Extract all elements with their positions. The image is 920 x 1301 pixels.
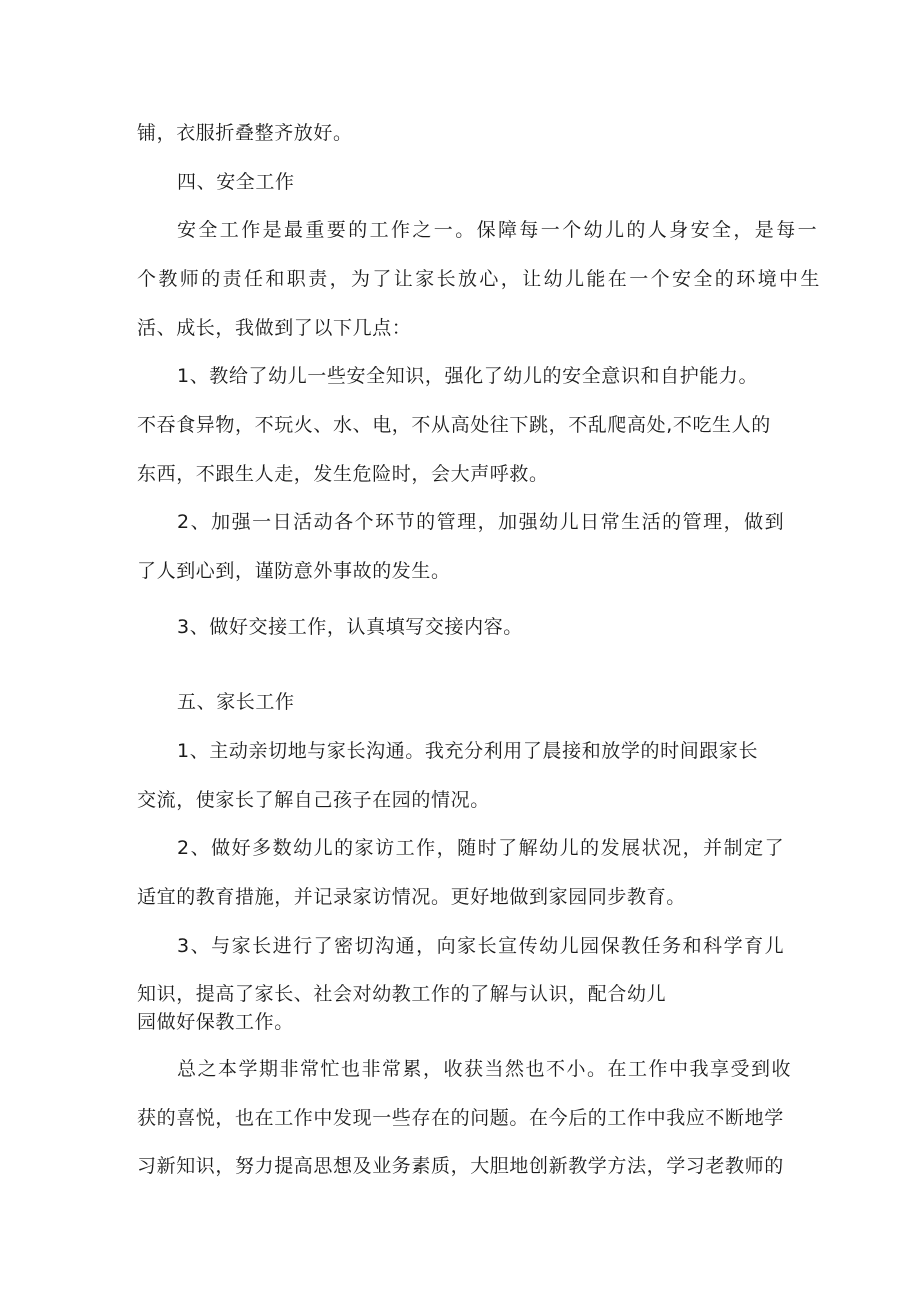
section-heading-safety: 四、安全工作 xyxy=(177,171,295,193)
paragraph-line: 知识，提高了家长、社会对幼教工作的了解与认识，配合幼儿 xyxy=(137,983,667,1005)
list-item-line: 1、教给了幼儿一些安全知识，强化了幼儿的安全意识和自护能力。 xyxy=(177,365,759,387)
paragraph-line: 了人到心到，谨防意外事故的发生。 xyxy=(137,560,451,582)
paragraph-line: 安全工作是最重要的工作之一。保障每一个幼儿的人身安全，是每一 xyxy=(177,219,820,241)
paragraph-line: 适宜的教育措施，并记录家访情况。更好地做到家园同步教育。 xyxy=(137,886,686,908)
paragraph-line: 铺，衣服折叠整齐放好。 xyxy=(137,122,353,144)
list-item-line: 2、加强一日活动各个环节的管理，加强幼儿日常生活的管理，做到 xyxy=(177,511,786,533)
paragraph-line: 不吞食异物，不玩火、水、电，不从高处往下跳，不乱爬高处,不吃生人的 xyxy=(137,414,771,436)
paragraph-line: 活、成长，我做到了以下几点： xyxy=(137,317,412,339)
paragraph-line: 个教师的责任和职责，为了让家长放心，让幼儿能在一个安全的环境中生 xyxy=(137,268,822,290)
list-item-line: 2、做好多数幼儿的家访工作，随时了解幼儿的发展状况，并制定了 xyxy=(177,837,786,859)
paragraph-line: 习新知识，努力提高思想及业务素质，大胆地创新教学方法，学习老教师的 xyxy=(137,1155,784,1177)
section-heading-parents: 五、家长工作 xyxy=(177,691,295,713)
paragraph-line: 园做好保教工作。 xyxy=(137,1011,294,1033)
paragraph-line: 交流，使家长了解自己孩子在园的情况。 xyxy=(137,789,490,811)
paragraph-line: 获的喜悦，也在工作中发现一些存在的问题。在今后的工作中我应不断地学 xyxy=(137,1107,784,1129)
list-item-line: 3、做好交接工作，认真填写交接内容。 xyxy=(177,616,523,638)
paragraph-line: 东西，不跟生人走，发生危险时，会大声呼救。 xyxy=(137,463,549,485)
list-item-line: 1、主动亲切地与家长沟通。我充分利用了晨接和放学的时间跟家长 xyxy=(177,740,759,762)
paragraph-line: 总之本学期非常忙也非常累，收获当然也不小。在工作中我享受到收 xyxy=(177,1058,793,1080)
list-item-line: 3、与家长进行了密切沟通，向家长宣传幼儿园保教任务和科学育儿 xyxy=(177,935,786,957)
